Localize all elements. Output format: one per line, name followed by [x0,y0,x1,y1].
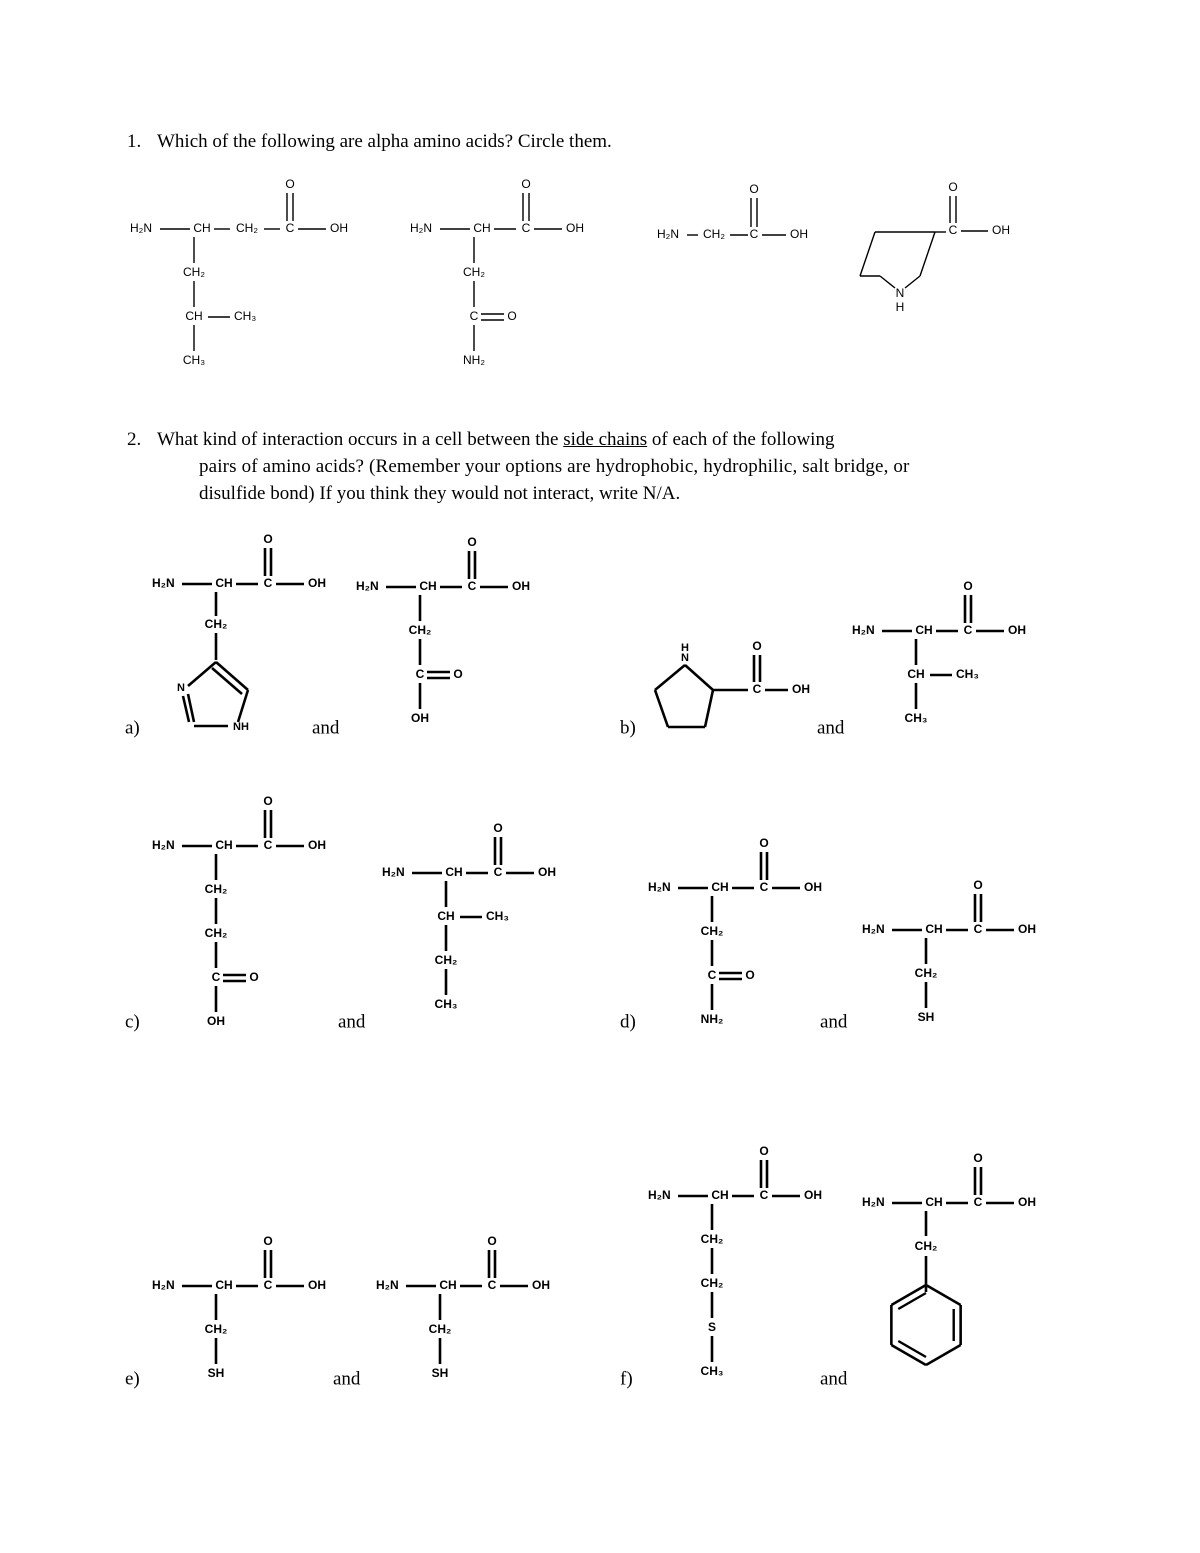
carboxyl-carbon: C [285,221,295,236]
alpha-carbon: CH [473,221,491,236]
bond-line [655,690,668,727]
question-1-text: Which of the following are alpha amino acids? Circle them. [157,131,612,152]
hydroxyl-group: OH [532,1278,550,1293]
carboxyl-carbon: C [963,623,973,638]
and-text-c: and [338,1011,366,1033]
side-chain-group: CH₃ [904,711,928,726]
methylene-group: CH₂ [703,227,725,242]
and-text-a: and [312,717,340,739]
pair-label-e: e) [125,1368,140,1390]
side-chain-group: CH₂ [204,926,228,941]
carboxyl-carbon: C [759,880,769,895]
side-chain-group: CH₂ [428,1322,452,1337]
question-2-number: 2. [127,429,142,450]
pair-label-d: d) [620,1011,636,1033]
side-chain-group: SH [431,1366,449,1381]
alpha-carbon: CH [711,1188,729,1203]
side-chain-group: CH₂ [408,623,432,638]
carbonyl-carbon: C [415,667,425,682]
carbonyl-oxygen: O [963,579,973,594]
hydroxyl-group: OH [790,227,808,242]
question-2-line-2: pairs of amino acids? (Remember your options are hydrophobic, hydrophilic, salt bridge, or [199,456,910,477]
amine-group: H₂N [152,838,175,853]
carbonyl-oxygen: O [752,639,762,654]
methyl-group: CH₃ [486,909,509,924]
alpha-carbon: CH [925,922,943,937]
amine-group: H₂N [152,576,175,591]
carboxyl-carbon: C [973,1195,983,1210]
side-chain-group: CH₃ [434,997,458,1012]
methyl-group: CH₃ [234,309,257,324]
carbonyl-oxygen: O [749,182,759,197]
pair-label-c: c) [125,1011,140,1033]
hydroxyl-group: OH [308,838,326,853]
carboxyl-carbon: C [263,576,273,591]
carbonyl-carbon: C [211,970,221,985]
amine-group: H₂N [152,1278,175,1293]
alpha-carbon: CH [925,1195,943,1210]
bond-line [905,276,920,288]
carbonyl-carbon: C [469,309,479,324]
carbonyl-oxygen: O [521,177,531,192]
amine-group: H₂N [376,1278,399,1293]
ring-nitrogen: N [895,286,905,301]
question-2-line-1: What kind of interaction occurs in a cell between the side chains of each of the following [157,429,835,450]
carbonyl-oxygen: O [453,667,463,682]
amine-group: H₂N [648,880,671,895]
benzene-double-bond [898,1341,926,1357]
bond-line [685,665,713,690]
side-chains-underlined: side chains [563,429,648,450]
carbonyl-oxygen: O [745,968,755,983]
carboxyl-carbon: C [263,838,273,853]
side-chain-group: NH₂ [700,1012,724,1027]
alpha-carbon: CH [215,1278,233,1293]
benzene-double-bond [898,1293,926,1309]
carboxyl-carbon: C [749,227,759,242]
pair-label-f: f) [620,1368,633,1390]
side-chain-group: CH₂ [700,1276,724,1291]
carbonyl-oxygen: O [759,836,769,851]
side-chain-group: CH₂ [700,924,724,939]
carboxyl-carbon: C [487,1278,497,1293]
and-text-b: and [817,717,845,739]
carboxyl-carbon: C [493,865,503,880]
side-chain-group: CH₂ [463,265,485,280]
alpha-carbon: CH [915,623,933,638]
question-1-number: 1. [127,131,142,152]
alpha-carbon: CH [419,579,437,594]
and-text-d: and [820,1011,848,1033]
alpha-carbon: CH [215,838,233,853]
alpha-carbon: CH [215,576,233,591]
side-chain-group: CH [185,309,203,324]
carbonyl-oxygen: O [973,878,983,893]
benzene-bond [926,1285,961,1305]
amine-group: H₂N [130,221,152,236]
amine-group: H₂N [356,579,379,594]
amine-group: H₂N [852,623,875,638]
hydroxyl-group: OH [1008,623,1026,638]
methylene-group: CH₂ [236,221,258,236]
pair-label-b: b) [620,717,636,739]
hydroxyl-group: OH [804,1188,822,1203]
bond-line [188,662,216,686]
alpha-carbon: CH [439,1278,457,1293]
hydroxyl-group: OH [1018,1195,1036,1210]
ring-nitrogen: N [681,651,689,664]
carbonyl-oxygen: O [507,309,517,324]
carbonyl-oxygen: O [467,535,477,550]
ring-nh: NH [233,720,249,733]
carboxyl-carbon: C [467,579,477,594]
hydroxyl-group: OH [566,221,584,236]
side-chain-group: CH [437,909,455,924]
amine-group: H₂N [648,1188,671,1203]
hydroxyl-group: OH [512,579,530,594]
carbonyl-carbon: C [707,968,717,983]
carbonyl-oxygen: O [249,970,259,985]
carboxyl-carbon: C [759,1188,769,1203]
side-chain-group: CH₂ [204,617,228,632]
side-chain-group: CH₂ [183,265,205,280]
hydroxyl-group: OH [804,880,822,895]
bond-line [655,665,685,690]
amine-group: H₂N [382,865,405,880]
benzene-bond [926,1345,961,1365]
and-text-f: and [820,1368,848,1390]
carbonyl-oxygen: O [263,794,273,809]
side-chain-group: OH [411,711,429,726]
alpha-carbon: CH [445,865,463,880]
hydroxyl-group: OH [330,221,348,236]
amine-group: H₂N [862,1195,885,1210]
side-chain-group: OH [207,1014,225,1029]
amine-group: H₂N [862,922,885,937]
pair-label-a: a) [125,717,140,739]
bond-line [880,276,895,288]
side-chain-group: CH [907,667,925,682]
alpha-carbon: CH [193,221,211,236]
methyl-group: CH₃ [956,667,979,682]
alpha-carbon: CH [711,880,729,895]
carbonyl-oxygen: O [285,177,295,192]
hydroxyl-group: OH [308,1278,326,1293]
side-chain-group: SH [207,1366,225,1381]
bond-line [920,232,935,276]
side-chain-group: CH₂ [434,953,458,968]
side-chain-group: CH₂ [914,1239,938,1254]
hydroxyl-group: OH [538,865,556,880]
hydroxyl-group: OH [308,576,326,591]
carbonyl-oxygen: O [948,180,958,195]
side-chain-group: CH₂ [700,1232,724,1247]
carbonyl-oxygen: O [493,821,503,836]
question-2-line-3: disulfide bond) If you think they would not interact, write N/A. [199,483,681,504]
hydroxyl-group: OH [792,682,810,697]
carboxyl-carbon: C [752,682,762,697]
hydroxyl-group: OH [992,223,1010,238]
carbonyl-oxygen: O [263,1234,273,1249]
carbonyl-oxygen: O [487,1234,497,1249]
carboxyl-carbon: C [521,221,531,236]
side-chain-group: CH₃ [182,353,206,368]
ring-nitrogen: N [177,681,185,694]
carbonyl-oxygen: O [973,1151,983,1166]
side-chain-group: CH₂ [914,966,938,981]
side-chain-group: CH₂ [204,1322,228,1337]
side-chain-group: S [707,1320,717,1335]
side-chain-group: CH₃ [700,1364,724,1379]
carbonyl-oxygen: O [759,1144,769,1159]
side-chain-group: NH₂ [463,353,485,368]
side-chain-group: CH₂ [204,882,228,897]
carbonyl-oxygen: O [263,532,273,547]
bond-line [238,690,248,722]
ring-hydrogen: H [895,300,905,315]
and-text-e: and [333,1368,361,1390]
side-chain-group: SH [917,1010,935,1025]
ring-hydrogen: H [681,641,689,654]
carboxyl-carbon: C [263,1278,273,1293]
carboxyl-carbon: C [948,223,958,238]
amine-group: H₂N [657,227,679,242]
bond-line [860,232,875,276]
amine-group: H₂N [410,221,432,236]
bond-line [705,690,713,727]
carboxyl-carbon: C [973,922,983,937]
hydroxyl-group: OH [1018,922,1036,937]
